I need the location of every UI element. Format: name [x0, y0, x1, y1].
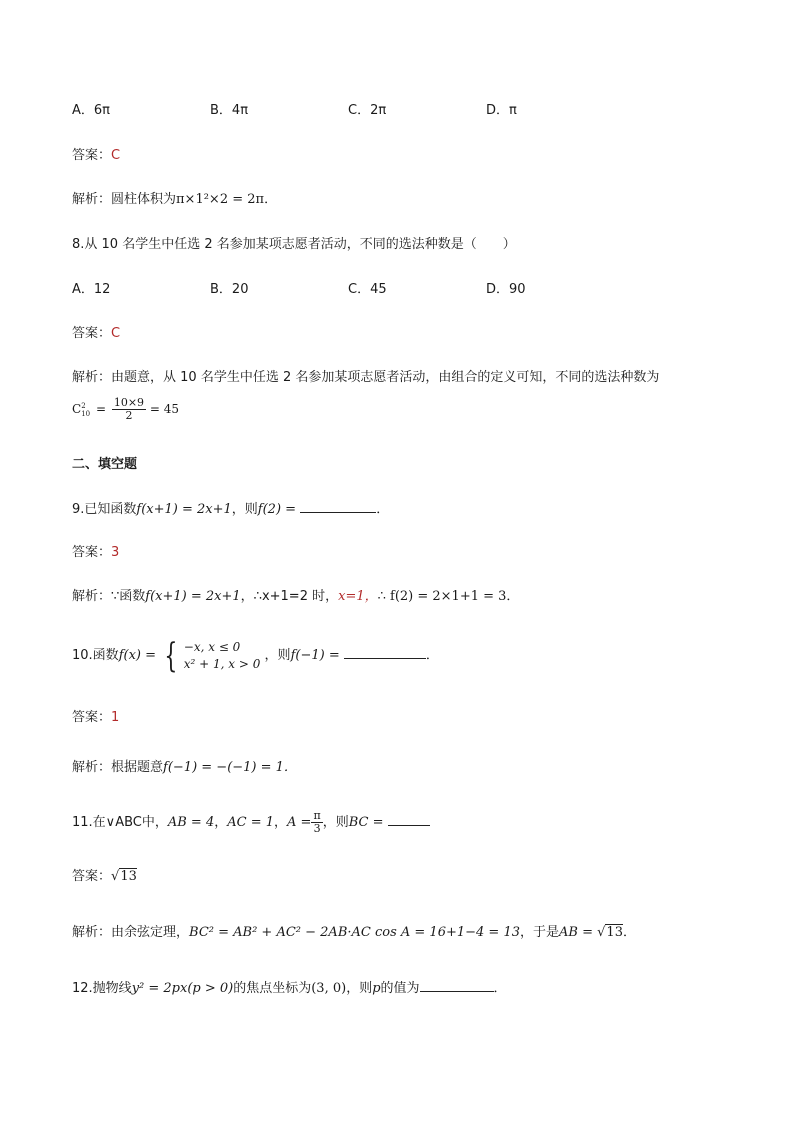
q8-stem: 8.从 10 名学生中任选 2 名参加某项志愿者活动，不同的选法种数是（ ）: [72, 237, 516, 252]
section-title: 二、填空题: [72, 457, 138, 472]
answer-label: 答案：: [72, 869, 112, 884]
fraction-numerator: 10×9: [113, 396, 145, 409]
analysis-label: 解析：: [72, 192, 112, 207]
q11-sep2: ，: [274, 815, 288, 830]
q12-mid: 的焦点坐标为: [233, 981, 312, 996]
q7-option-a: A．6π: [72, 103, 110, 118]
q12-stem: [72, 979, 507, 998]
q11-expr: BC =: [348, 815, 384, 830]
q10-expr: f(−1) =: [290, 648, 340, 663]
piecewise-case-2: x² + 1, x > 0: [183, 656, 261, 671]
q12-prefix: 12.抛物线: [72, 981, 132, 996]
q12-var: p: [372, 981, 381, 996]
fraction-denominator: 3: [313, 822, 321, 835]
combination-sup: 2: [81, 401, 86, 410]
sqrt-icon: √13: [111, 869, 137, 884]
q7-option-d: D．π: [486, 103, 517, 118]
answer-label: 答案：: [72, 326, 112, 341]
analysis-expr: f(−1) = −(−1) = 1．: [163, 760, 297, 775]
q11-analysis: [72, 924, 636, 942]
answer-blank: [388, 813, 430, 826]
combination-sub: 10: [81, 409, 91, 418]
q10-fx: f(x) =: [118, 648, 156, 663]
left-brace-icon: {: [164, 635, 178, 676]
q9-stem: [72, 500, 389, 519]
q8-analysis: [72, 369, 659, 387]
analysis-expr: f(x+1) = 2x+1: [145, 589, 241, 604]
q11-stem: [72, 808, 430, 838]
q9-suffix: ．: [376, 502, 390, 517]
q10-stem: [72, 635, 439, 676]
analysis-root: 13: [606, 925, 623, 940]
q7-answer: [72, 147, 120, 165]
q9-analysis: [72, 588, 519, 606]
fraction-denominator: 2: [125, 409, 133, 422]
q12-expr: y² = 2px(p > 0): [131, 981, 234, 996]
q7-analysis: [72, 191, 277, 209]
answer-value: 3: [111, 545, 120, 560]
analysis-text: 由余弦定理，: [111, 925, 190, 940]
answer-value: C: [111, 148, 121, 163]
q8-option-c: C．45: [348, 282, 387, 297]
analysis-end: ．: [622, 925, 636, 940]
analysis-label: 解析：: [72, 925, 112, 940]
q11-sep1: ，: [214, 815, 228, 830]
q12-suffix: ．: [493, 981, 507, 996]
analysis-p2: ，∴x+1=2 时，: [240, 589, 339, 604]
q11-prefix: 11.在∨ABC中，: [72, 815, 168, 830]
q10-suffix: ．: [425, 648, 439, 663]
q8-formula: C 2 10 = $\frac{10\times 9}{2}$ = 45: [72, 396, 180, 422]
answer-label: 答案：: [72, 148, 112, 163]
q9-expr2: f(2) =: [257, 502, 297, 517]
q11-cond3: A =: [287, 815, 312, 830]
fraction-numerator: π: [313, 809, 321, 822]
q11-mid: ，则: [322, 815, 349, 830]
formula-result: = 45: [149, 402, 180, 416]
answer-blank: [300, 500, 376, 513]
analysis-text: 圆柱体积为π×1²×2 = 2π．: [111, 192, 278, 207]
piecewise-case-1: −x, x ≤ 0: [183, 639, 241, 654]
q9-expr1: f(x+1) = 2x+1: [136, 502, 232, 517]
q8-fraction: [112, 397, 146, 422]
q7-option-b: B．4π: [210, 103, 249, 118]
q8-option-b: B．20: [210, 282, 249, 297]
analysis-text: 根据题意: [111, 760, 164, 775]
q8-answer: [72, 325, 120, 343]
q10-prefix: 10.函数: [72, 648, 119, 663]
answer-value: 13: [120, 869, 137, 884]
analysis-expr: BC² = AB² + AC² − 2AB·AC cos A = 16+1−4 = 13: [189, 925, 520, 940]
q11-answer: [72, 868, 137, 886]
analysis-p3: x=1，: [338, 589, 378, 604]
analysis-p2: ，于是: [520, 925, 560, 940]
answer-value: 1: [111, 710, 120, 725]
q12-mid2: ，则: [346, 981, 373, 996]
analysis-p1: ∵函数: [111, 589, 146, 604]
piecewise-function: [160, 635, 261, 676]
answer-label: 答案：: [72, 710, 112, 725]
q11-cond1: AB = 4: [167, 815, 215, 830]
analysis-p4: ∴ f(2) = 2×1+1 = 3．: [377, 589, 520, 604]
answer-label: 答案：: [72, 545, 112, 560]
q9-answer: [72, 544, 119, 562]
q8-option-d: D．90: [486, 282, 526, 297]
answer-blank: [344, 646, 426, 659]
q10-analysis: [72, 759, 297, 777]
q9-mid: ，则: [231, 502, 258, 517]
analysis-expr2: AB =: [559, 925, 593, 940]
q9-prefix: 9.已知函数: [72, 502, 137, 517]
q8-option-a: A．12: [72, 282, 111, 297]
analysis-label: 解析：: [72, 370, 112, 385]
q12-mid3: 的值为: [380, 981, 420, 996]
q10-answer: [72, 709, 119, 727]
q10-mid: ，则: [264, 648, 291, 663]
combination-symbol: C: [72, 402, 82, 416]
q11-cond2: AC = 1: [227, 815, 275, 830]
analysis-text: 由题意，从 10 名学生中任选 2 名参加某项志愿者活动，由组合的定义可知，不同的选法种数为: [111, 370, 660, 385]
sqrt-icon: √13: [597, 925, 623, 940]
analysis-label: 解析：: [72, 760, 112, 775]
q7-option-c: C．2π: [348, 103, 387, 118]
q11-fraction: [311, 810, 322, 835]
answer-value: C: [111, 326, 121, 341]
answer-blank: [420, 979, 494, 992]
analysis-label: 解析：: [72, 589, 112, 604]
q12-point: (3, 0): [311, 981, 347, 996]
